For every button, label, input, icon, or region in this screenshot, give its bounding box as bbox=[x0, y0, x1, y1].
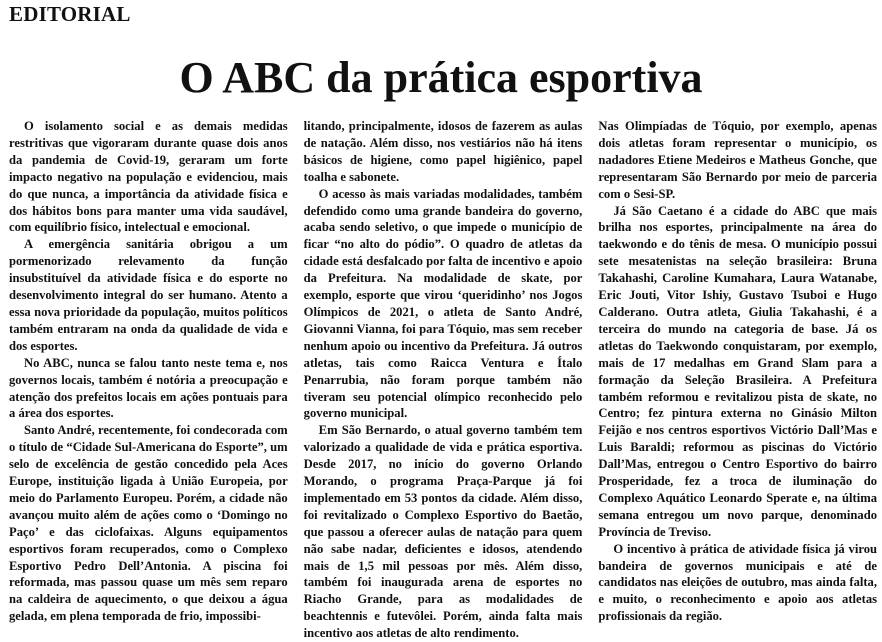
column-2 bbox=[304, 118, 583, 642]
headline: O ABC da prática esportiva bbox=[179, 53, 703, 102]
section-label: EDITORIAL bbox=[9, 2, 131, 26]
paragraph: Em São Bernardo, o atual governo também tem valorizado a qualidade de vida e prática esportiva. Desde 2017, no início do governo Orlando Morando, o programa Praça-Parque já foi implementado em 53 pontos da cidade. Além disso, foi revitalizado o Complexo Esportivo do Baetão, que passou a oferecer aulas de natação para quem não sabe nadar, deficientes e idosos, atendendo mais de 1,5 mil pessoas por mês. Além disso, também foi inaugurada arena de esportes no Riacho Grande, para as modalidades de beachtennis e futevôlei. Porém, ainda falta mais incentivo aos atletas de alto rendimento. bbox=[303, 423, 583, 641]
column-1 bbox=[9, 118, 288, 642]
column-3 bbox=[598, 118, 877, 642]
paragraph: A emergência sanitária obrigou a um pormenorizado relevamento da função insubstituível da atividade física e do esporte no desenvolvimento integral do ser humano. Atento a essa nova prioridade da população, muitos políticos também entraram na onda da qualidade de vida e dos esportes. bbox=[9, 237, 288, 353]
paragraph: O isolamento social e as demais medidas restritivas que vigoraram durante quase dois anos da pandemia de Covid-19, geraram um forte impacto negativo na população e evidenciou, mais do que nunca, a importância da atividade física e dos hábitos bons para manter uma vida saudável, com equilíbrio físico, intelectual e emocional. bbox=[9, 119, 288, 235]
paragraph: Já São Caetano é a cidade do ABC que mais brilha nos esportes, principalmente na área do taekwondo e do tênis de mesa. O município possui sete mesatenistas na seleção brasileira: Bruna Takahashi, Caroline Kumahara, Laura Watanabe, Eric Jouti, Vitor Ishiy, Gustavo Tsuboi e Hugo Calderano. Outra atleta, Giulia Takahashi, é a terceira do mundo na categoria de base. Já os atletas do Taekwondo conquistaram, por exemplo, mais de 17 medalhas em Grand Slam para a formação da Seleção Brasileira. A Prefeitura também reformou e revitalizou pista de skate, no Centro; fez pintura externa no Ginásio Milton Feijão e nos centros esportivos Victório Dall’Mas e Luis Baraldi; reformou as piscinas do Victório Dall’Mas, entregou o Centro Esportivo do bairro Prosperidade, fez a troca de iluminação do Complexo Aquático Leonardo Sperate e, na última semana entregou um novo parque, denominado Província de Treviso. bbox=[598, 203, 878, 539]
paragraph: litando, principalmente, idosos de fazerem as aulas de natação. Além disso, nos vestiários não há itens básicos de higiene, como papel higiênico, papel toalha e sabonete. bbox=[303, 119, 583, 184]
paragraph: Santo André, recentemente, foi condecorada com o título de “Cidade Sul-Americana do Esporte”, um selo de excelência de gestão concedido pela Aces Europe, instituição ligada à União Europeia, por meio do Parlamento Europeu. Porém, a cidade não avançou muito além de ações como o ‘Domingo no Paço’ e das ciclofaixas. Alguns equipamentos esportivos foram recuperados, como o Complexo Esportivo Pedro Dell’Antonia. A piscina foi reformada, mas passou quase um mês sem reparo na caldeira de aquecimento, o que deixou a água gelada, em plena temporada de frio, impossibi- bbox=[9, 423, 288, 624]
paragraph: No ABC, nunca se falou tanto neste tema e, nos governos locais, também é notória a preocupação e atenção dos prefeitos locais em ações pontuais para a área dos esportes. bbox=[9, 355, 288, 421]
paragraph: O acesso às mais variadas modalidades, também defendido como uma grande bandeira do governo, acaba sendo seletivo, o que impede o município de ficar “no alto do pódio”. O quadro de atletas da cidade está desfalcado por falta de incentivo e apoio da Prefeitura. Na modalidade de skate, por exemplo, esporte que virou ‘queridinho’ nos Jogos Olímpicos de 2021, o atleta de Santo André, Giovanni Vianna, foi para Tóquio, mas sem receber nenhum apoio ou incentivo da Prefeitura. Já outros atletas, tais como Raicca Ventura e Ítalo Penarrubia, não foram porque também não tiveram seu potencial olímpico reconhecido pelo governo municipal. bbox=[303, 186, 583, 421]
paragraph: O incentivo à prática de atividade física já virou bandeira de governos municipais e até de candidatos nas eleições de outubro, mas ainda falta, e muito, o reconhecimento e apoio aos atletas profissionais da região. bbox=[598, 541, 878, 624]
paragraph: Nas Olimpíadas de Tóquio, por exemplo, apenas dois atletas foram representar o município, os nadadores Etiene Medeiros e Matheus Gonche, que representaram São Bernardo por meio de parceria com o Sesi-SP. bbox=[598, 119, 878, 201]
article-body bbox=[9, 118, 877, 642]
